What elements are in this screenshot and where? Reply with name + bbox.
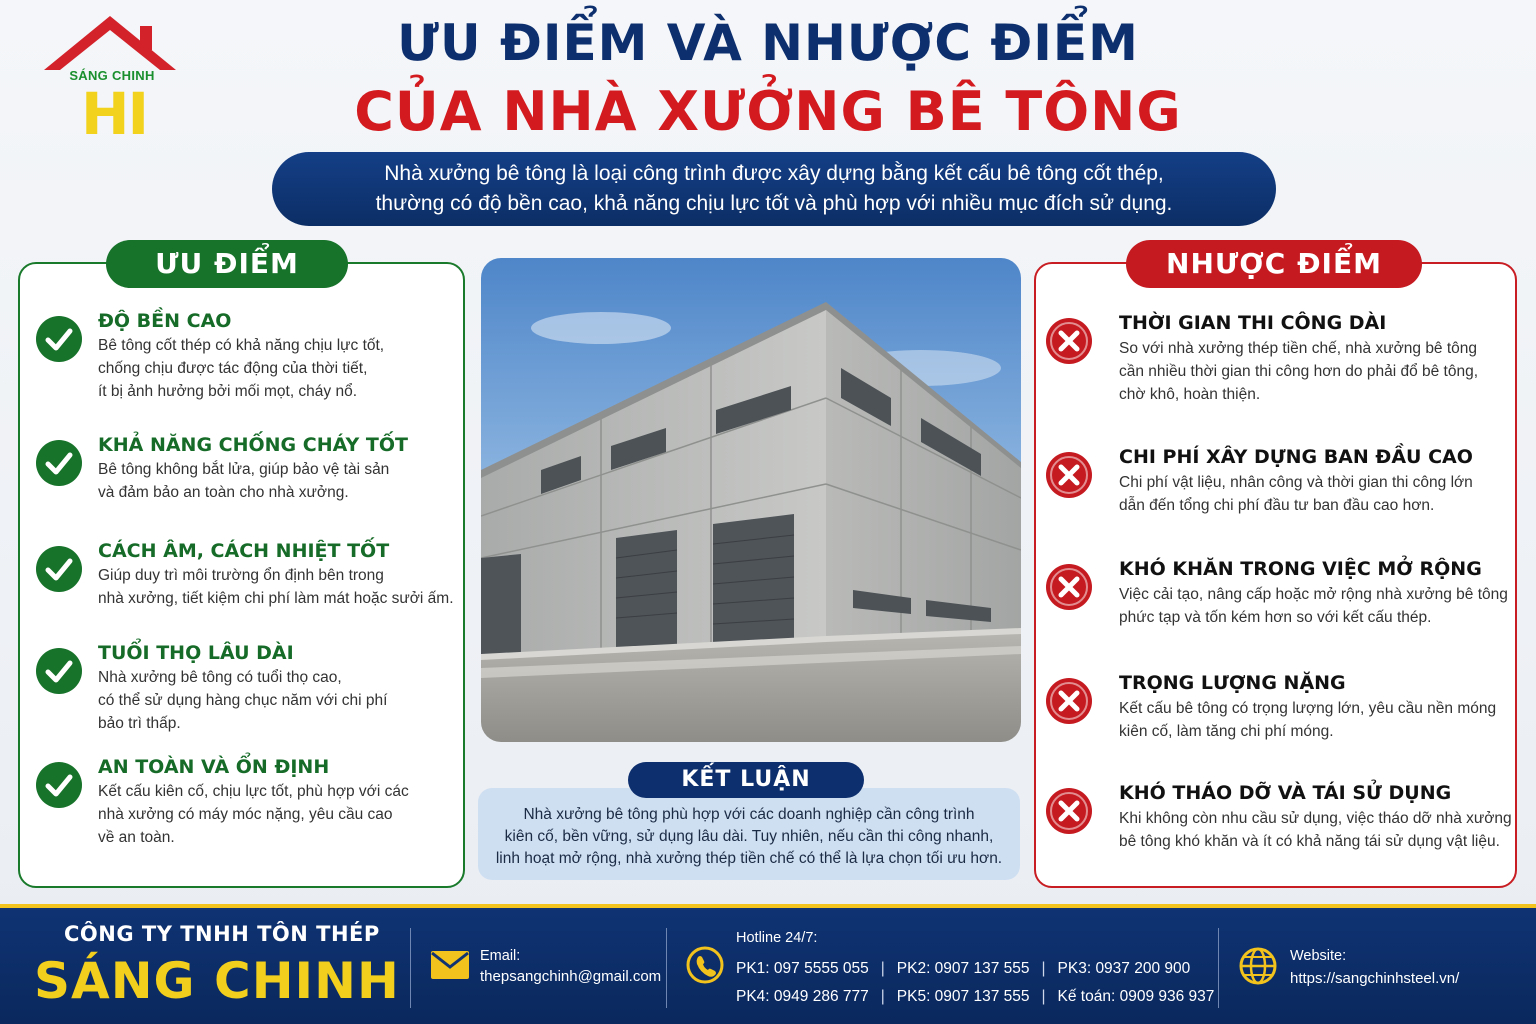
pro-item-title: ĐỘ BỀN CAO: [98, 310, 232, 332]
logo-mark: HI: [80, 80, 148, 148]
conclusion-line: Nhà xưởng bê tông phù hợp với các doanh nghiệp cần công trình: [523, 806, 975, 823]
pros-heading: ƯU ĐIỂM: [106, 240, 348, 288]
x-circle-icon: [1046, 788, 1092, 834]
company-name-big: SÁNG CHINH: [34, 952, 400, 1010]
check-circle-icon: [36, 762, 82, 808]
pro-item-title: AN TOÀN VÀ ỔN ĐỊNH: [98, 756, 330, 778]
con-item-desc: Việc cải tạo, nâng cấp hoặc mở rộng nhà xưởng bê tông phức tạp và tốn kém hơn so với kết cấu thép.: [1119, 586, 1508, 626]
pro-item-title: KHẢ NĂNG CHỐNG CHÁY TỐT: [98, 434, 408, 456]
con-item-desc: Khi không còn nhu cầu sử dụng, việc tháo dỡ nhà xưởng bê tông khó khăn và ít có khả năng tái sử dụng vật liệu.: [1119, 810, 1512, 850]
warehouse-image: [481, 258, 1021, 742]
hotline-label: Hotline 24/7:: [736, 930, 818, 946]
email-link[interactable]: thepsangchinh@gmail.com: [480, 968, 662, 985]
phone-row-1: PK1: 097 5555 055 | PK2: 0907 137 555 | PK3: 0937 200 900: [736, 960, 1191, 977]
x-circle-icon: [1046, 564, 1092, 610]
conclusion-box: [478, 788, 1020, 880]
con-item-desc: So với nhà xưởng thép tiền chế, nhà xưởng bê tông cần nhiều thời gian thi công hơn do phải đổ bê tông, chờ khô, hoàn thiện.: [1119, 340, 1479, 403]
con-item-title: TRỌNG LƯỢNG NẶNG: [1119, 672, 1346, 694]
mail-icon: [430, 950, 470, 985]
email-label: Email:: [480, 948, 521, 964]
phone-number[interactable]: PK4: 0949 286 777: [736, 988, 869, 1005]
phone-number[interactable]: Kế toán: 0909 936 937: [1057, 988, 1215, 1005]
pro-item-title: TUỔI THỌ LÂU DÀI: [98, 642, 294, 664]
phone-row-2: PK4: 0949 286 777 | PK5: 0907 137 555 | Kế toán: 0909 936 937: [736, 988, 1215, 1005]
intro-banner: [272, 152, 1276, 226]
logo-brand-text: SÁNG CHINH: [69, 68, 155, 83]
pro-item-desc: Nhà xưởng bê tông có tuổi thọ cao, có thể sử dụng hàng chục năm với chi phí bảo trì thấp.: [98, 669, 388, 732]
x-circle-icon: [1046, 452, 1092, 498]
con-item-desc: Kết cấu bê tông có trọng lượng lớn, yêu cầu nền móng kiên cố, làm tăng chi phí móng.: [1119, 700, 1497, 740]
phone-number[interactable]: PK2: 0907 137 555: [896, 960, 1030, 977]
phone-icon: [686, 946, 724, 989]
globe-icon: [1238, 946, 1278, 991]
conclusion-line: linh hoạt mở rộng, nhà xưởng thép tiền chế có thể là lựa chọn tối ưu hơn.: [495, 850, 1003, 867]
conclusion-heading: KẾT LUẬN: [628, 762, 864, 798]
phone-number[interactable]: PK1: 097 5555 055: [736, 960, 869, 977]
pro-item-desc: Giúp duy trì môi trường ổn định bên trong nhà xưởng, tiết kiệm chi phí làm mát hoặc sưởi ấm.: [98, 567, 454, 607]
pro-item-desc: Bê tông cốt thép có khả năng chịu lực tốt, chống chịu được tác động của thời tiết, ít bị ảnh hưởng bởi mối mọt, cháy nổ.: [98, 337, 385, 400]
footer: [0, 904, 1536, 1024]
website-label: Website:: [1290, 948, 1347, 964]
x-circle-icon: [1046, 318, 1092, 364]
page-title-line1: ƯU ĐIỂM VÀ NHƯỢC ĐIỂM: [397, 14, 1139, 72]
intro-line: thường có độ bền cao, khả năng chịu lực tốt và phù hợp với nhiều mục đích sử dụng.: [375, 192, 1173, 215]
check-circle-icon: [36, 316, 82, 362]
con-item-desc: Chi phí vật liệu, nhân công và thời gian thi công lớn dẫn đến tổng chi phí đầu tư ban đầu cao hơn.: [1119, 474, 1473, 514]
con-item-title: KHÓ KHĂN TRONG VIỆC MỞ RỘNG: [1119, 558, 1482, 580]
x-circle-icon: [1046, 678, 1092, 724]
pro-item-desc: Kết cấu kiên cố, chịu lực tốt, phù hợp với các nhà xưởng có máy móc nặng, yêu cầu cao về an toàn.: [98, 783, 409, 846]
con-item-title: CHI PHÍ XÂY DỰNG BAN ĐẦU CAO: [1119, 446, 1473, 468]
conclusion-line: kiên cố, bền vững, sử dụng lâu dài. Tuy nhiên, nếu cần thi công nhanh,: [504, 828, 994, 845]
phone-number[interactable]: PK5: 0907 137 555: [896, 988, 1030, 1005]
footer-divider: [1218, 928, 1219, 1008]
page-title-line2: CỦA NHÀ XƯỞNG BÊ TÔNG: [354, 80, 1182, 143]
website-link[interactable]: https://sangchinhsteel.vn/: [1290, 970, 1460, 987]
cons-heading: NHƯỢC ĐIỂM: [1126, 240, 1422, 288]
phone-number[interactable]: PK3: 0937 200 900: [1057, 960, 1191, 977]
company-name-small: CÔNG TY TNHH TÔN THÉP: [64, 922, 380, 946]
pro-item-title: CÁCH ÂM, CÁCH NHIỆT TỐT: [98, 540, 390, 562]
con-item-title: THỜI GIAN THI CÔNG DÀI: [1119, 312, 1387, 334]
footer-divider: [410, 928, 411, 1008]
check-circle-icon: [36, 440, 82, 486]
con-item-title: KHÓ THÁO DỠ VÀ TÁI SỬ DỤNG: [1119, 782, 1452, 804]
footer-divider: [666, 928, 667, 1008]
check-circle-icon: [36, 546, 82, 592]
check-circle-icon: [36, 648, 82, 694]
intro-line: Nhà xưởng bê tông là loại công trình được xây dựng bằng kết cấu bê tông cốt thép,: [384, 162, 1164, 185]
pro-item-desc: Bê tông không bắt lửa, giúp bảo vệ tài sản và đảm bảo an toàn cho nhà xưởng.: [98, 461, 390, 501]
